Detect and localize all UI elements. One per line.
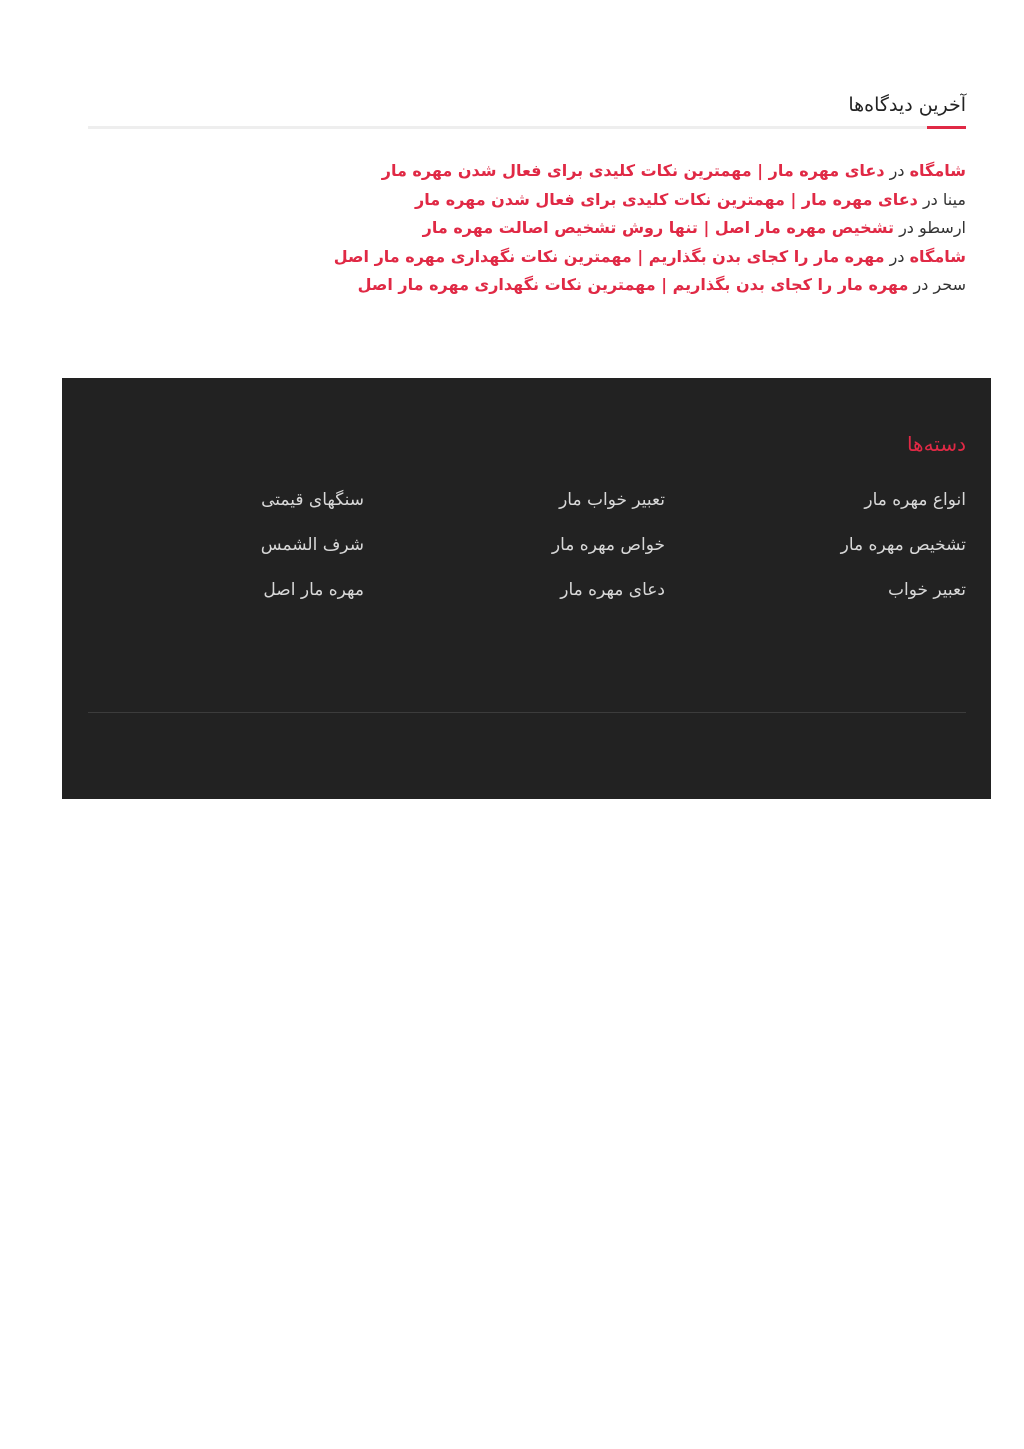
category-item (665, 482, 966, 527)
category-link[interactable]: تعبیر خواب (888, 580, 966, 600)
comment-item (88, 243, 966, 272)
comment-post-link[interactable]: مهره مار را کجای بدن بگذاریم | مهمترین نکات نگهداری مهره مار اصل (333, 246, 885, 266)
comment-post-link[interactable]: مهره مار را کجای بدن بگذاریم | مهمترین نکات نگهداری مهره مار اصل (357, 275, 909, 294)
recent-comments-list (88, 157, 966, 300)
comment-connector: در (922, 189, 938, 209)
category-link[interactable]: انواع مهره مار (864, 490, 966, 510)
category-item (364, 482, 665, 527)
category-item (665, 572, 966, 617)
comment-connector: در (913, 275, 929, 294)
footer-divider (88, 712, 966, 713)
comment-post-link[interactable]: تشخیص مهره مار اصل | تنها روش تشخیص اصالت مهره مار (422, 218, 894, 237)
category-link[interactable]: مهره مار اصل (263, 580, 364, 600)
recent-comments-title: آخرین دیدگاه‌ها (848, 94, 966, 116)
categories-title: دسته‌ها (906, 432, 966, 456)
category-item (88, 482, 364, 527)
comment-post-link[interactable]: دعای مهره مار | مهمترین نکات کلیدی برای فعال شدن مهره مار (381, 161, 885, 180)
comment-connector: در (899, 218, 914, 237)
comment-author[interactable]: شامگاه (909, 161, 966, 180)
comment-author: مینا (942, 189, 966, 209)
comment-item (88, 157, 966, 186)
category-item (88, 572, 364, 617)
comment-author: سحر (933, 275, 966, 294)
category-item (88, 527, 364, 572)
comment-post-link[interactable]: دعای مهره مار | مهمترین نکات کلیدی برای فعال شدن مهره مار (415, 189, 918, 209)
category-item (364, 572, 665, 617)
category-link[interactable]: تشخیص مهره مار (840, 535, 966, 555)
title-underline-accent (927, 126, 966, 129)
recent-comments-widget (88, 88, 966, 300)
category-link[interactable]: دعای مهره مار (560, 580, 665, 600)
category-item (364, 527, 665, 572)
title-underline (88, 126, 966, 129)
site-footer (62, 378, 991, 799)
category-link[interactable]: سنگهای قیمتی (261, 490, 364, 510)
category-link[interactable]: تعبیر خواب مار (559, 490, 665, 510)
comment-item (88, 214, 966, 243)
comment-author[interactable]: شامگاه (909, 246, 966, 266)
comment-item (88, 186, 966, 215)
comment-connector: در (889, 246, 905, 266)
category-link[interactable]: خواص مهره مار (551, 535, 665, 555)
comment-author: ارسطو (919, 218, 966, 237)
category-link[interactable]: شرف الشمس (260, 535, 364, 555)
categories-list (88, 482, 966, 617)
comment-connector: در (889, 161, 905, 180)
category-item (665, 527, 966, 572)
comment-item (88, 271, 966, 300)
